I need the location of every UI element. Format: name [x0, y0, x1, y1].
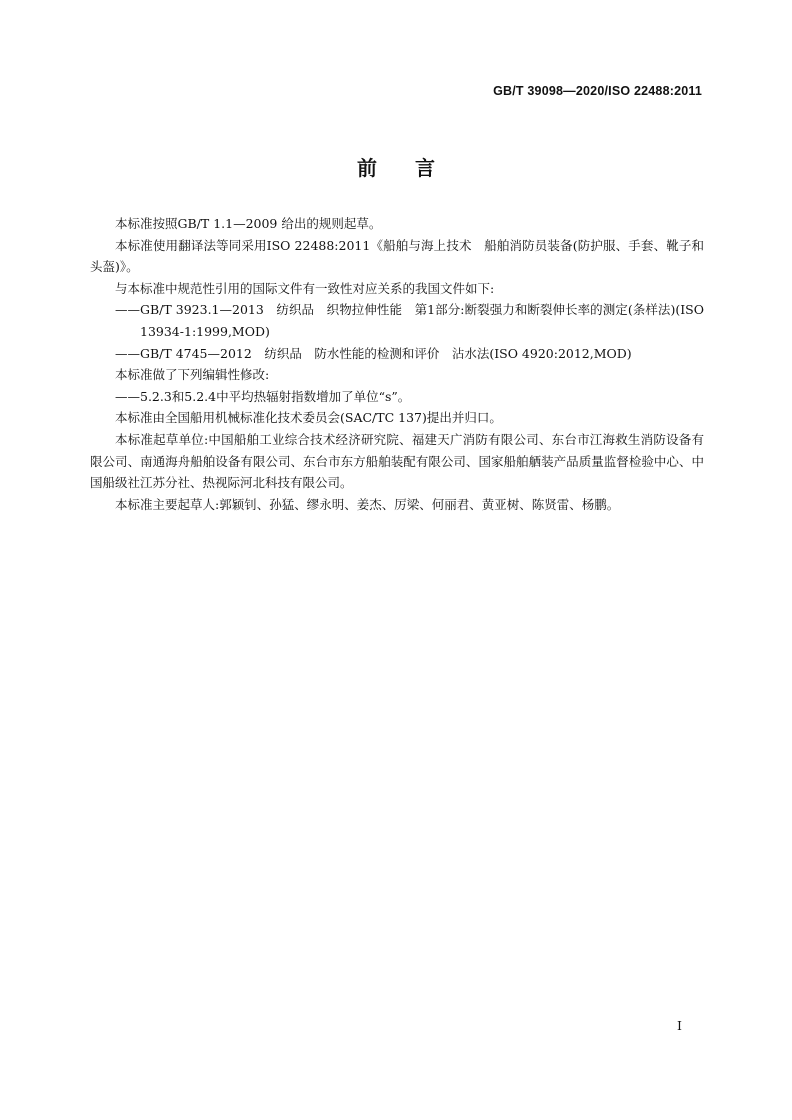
list-item-ref-4745: ——GB/T 4745—2012 纺织品 防水性能的检测和评价 沾水法(ISO 4920:2012,MOD) — [115, 345, 632, 361]
page-number: I — [677, 1018, 682, 1033]
paragraph-normative-refs: 与本标准中规范性引用的国际文件有一致性对应关系的我国文件如下: — [115, 280, 495, 296]
standard-code: GB/T 39098—2020/ISO 22488:2011 — [493, 84, 702, 98]
page-title: 前言 — [357, 156, 473, 180]
paragraph-adoption: 本标准使用翻译法等同采用ISO 22488:2011《船舶与海上技术 船舶消防员装备(防护服、手套、靴子和头盔)》。 — [90, 237, 704, 275]
paragraph-drafting-units: 本标准起草单位:中国船舶工业综合技术经济研究院、福建天广消防有限公司、东台市江海救生消防设备有限公司、南通海舟船舶设备有限公司、东台市东方船舶装配有限公司、国家船舶舾装产品质量监督检验中心、中国船级社江苏分社、热视际河北科技有限公司。 — [90, 431, 704, 491]
list-item-ref-3923: ——GB/T 3923.1—2013 纺织品 织物拉伸性能 第1部分:断裂强力和断裂伸长率的测定(条样法)(ISO 13934-1:1999,MOD) — [115, 302, 704, 339]
paragraph-editorial-changes: 本标准做了下列编辑性修改: — [115, 367, 270, 383]
paragraph-drafters: 本标准主要起草人:郭颖钊、孙猛、缪永明、姜杰、厉梁、何丽君、黄亚树、陈贤雷、杨鹏。 — [115, 496, 620, 512]
document-body — [90, 213, 704, 515]
paragraph-proposed-by: 本标准由全国船用机械标准化技术委员会(SAC/TC 137)提出并归口。 — [115, 410, 502, 426]
list-item-editorial-change: ——5.2.3和5.2.4中平均热辐射指数增加了单位“s”。 — [115, 388, 411, 404]
paragraph-drafting-rules: 本标准按照GB/T 1.1—2009 给出的规则起草。 — [115, 216, 382, 231]
